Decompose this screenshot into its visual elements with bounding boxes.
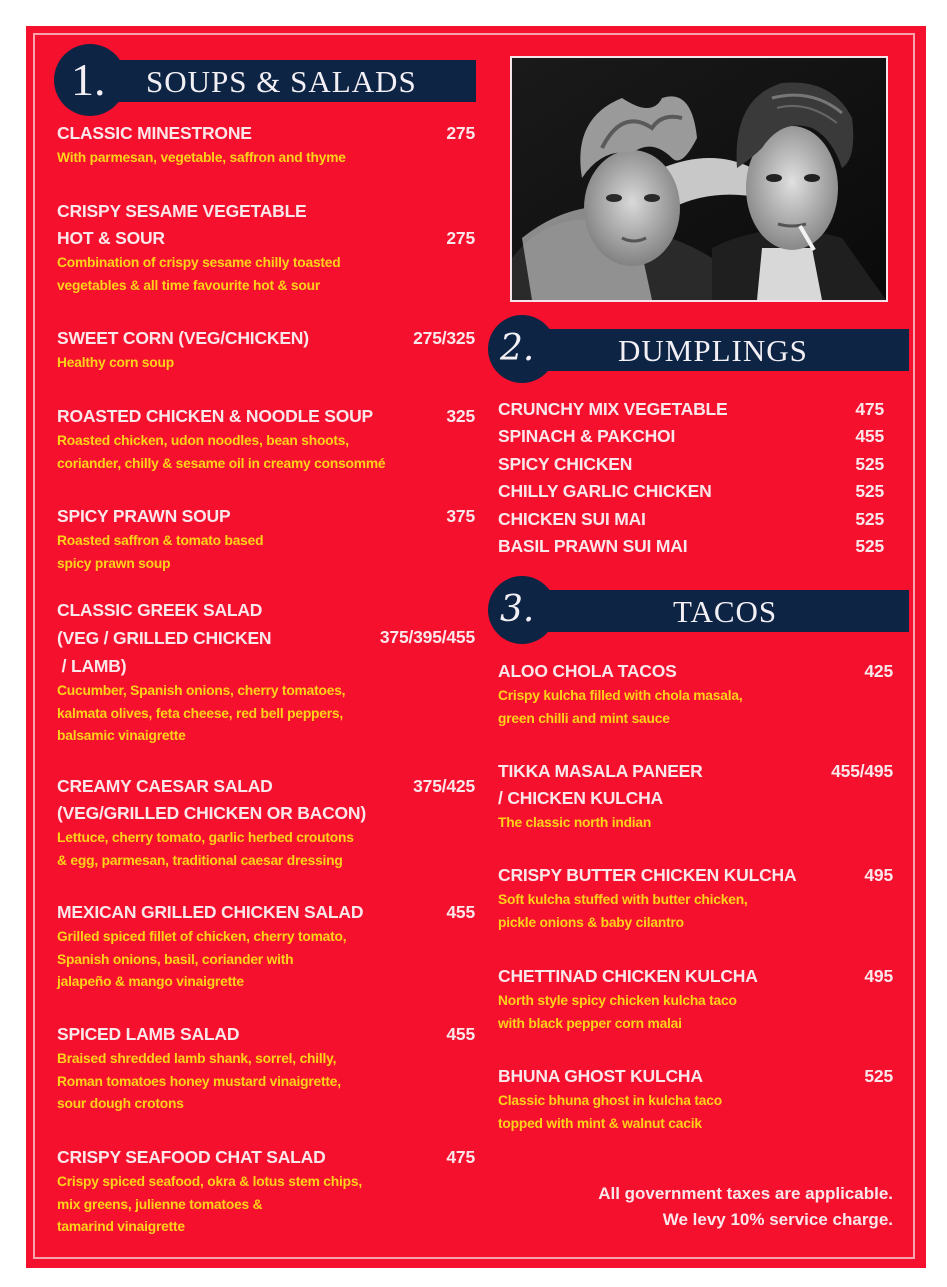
item-price: 495: [864, 966, 893, 986]
item-description: kalmata olives, feta cheese, red bell peppers,: [57, 705, 344, 721]
item-name: SWEET CORN (VEG/CHICKEN): [57, 328, 309, 348]
item-description: Crispy kulcha filled with chola masala,: [498, 688, 743, 703]
item-name: TIKKA MASALA PANEER: [498, 761, 703, 781]
menu-item: [498, 862, 893, 934]
item-name: CRISPY SESAME VEGETABLE: [57, 201, 307, 221]
item-price: 525: [864, 1066, 893, 1086]
section-title: DUMPLINGS: [618, 333, 808, 368]
item-name: CLASSIC GREEK SALAD: [57, 600, 263, 620]
item-price: 455: [855, 426, 884, 446]
menu-item: [498, 396, 884, 423]
menu-item: [57, 1144, 475, 1239]
item-name: / CHICKEN KULCHA: [498, 788, 663, 808]
item-name: CREAMY CAESAR SALAD: [57, 776, 273, 796]
item-price: 325: [446, 406, 475, 426]
item-name: CRISPY SEAFOOD CHAT SALAD: [57, 1147, 326, 1167]
item-description: Braised shredded lamb shank, sorrel, chilly,: [57, 1051, 337, 1066]
item-description: pickle onions & baby cilantro: [498, 914, 684, 930]
item-price: 525: [855, 509, 884, 529]
item-name: / LAMB): [57, 656, 127, 676]
item-description: North style spicy chicken kulcha taco: [498, 993, 737, 1008]
section-header-soups-salads: [54, 54, 476, 105]
item-description: Classic bhuna ghost in kulcha taco: [498, 1093, 722, 1108]
item-price: 525: [855, 536, 884, 556]
item-name: BHUNA GHOST KULCHA: [498, 1066, 703, 1086]
item-price: 425: [864, 661, 893, 681]
menu-item: [498, 506, 884, 533]
menu-item: [498, 423, 884, 450]
item-name: MEXICAN GRILLED CHICKEN SALAD: [57, 902, 364, 922]
item-name: CHICKEN SUI MAI: [498, 509, 646, 529]
item-description: coriander, chilly & sesame oil in creamy consommé: [57, 455, 386, 471]
item-name: ROASTED CHICKEN & NOODLE SOUP: [57, 406, 374, 426]
item-description: topped with mint & walnut cacik: [498, 1115, 702, 1131]
item-description: & egg, parmesan, traditional caesar dressing: [57, 852, 343, 868]
menu-item: [498, 533, 884, 560]
item-price: 455: [446, 902, 475, 922]
item-price: 525: [855, 481, 884, 501]
item-description: Roasted chicken, udon noodles, bean shoots,: [57, 433, 349, 448]
menu-item: [57, 596, 475, 748]
item-name: SPICY PRAWN SOUP: [57, 506, 231, 526]
item-name: SPINACH & PAKCHOI: [498, 426, 676, 446]
item-name: CHILLY GARLIC CHICKEN: [498, 481, 712, 501]
item-description: Combination of crispy sesame chilly toasted: [57, 255, 341, 270]
item-name: BASIL PRAWN SUI MAI: [498, 536, 688, 556]
item-price: 375/395/455: [379, 627, 475, 647]
item-name: SPICED LAMB SALAD: [57, 1024, 240, 1044]
item-price: 375/425: [413, 776, 475, 796]
item-price: 455/495: [831, 761, 893, 781]
item-name: CLASSIC MINESTRONE: [57, 123, 252, 143]
item-description: jalapeño & mango vinaigrette: [57, 974, 244, 989]
item-description: With parmesan, vegetable, saffron and thyme: [57, 150, 346, 165]
item-description: Roman tomatoes honey mustard vinaigrette,: [57, 1073, 341, 1089]
service-charge-line: We levy 10% service charge.: [662, 1210, 893, 1229]
item-description: spicy prawn soup: [57, 555, 171, 571]
item-name: SPICY CHICKEN: [498, 454, 633, 474]
menu-item: [57, 325, 475, 375]
item-name: CHETTINAD CHICKEN KULCHA: [498, 966, 758, 986]
item-price: 275: [446, 123, 475, 143]
menu-item: [498, 658, 893, 730]
item-description: Healthy corn soup: [57, 355, 174, 370]
menu-item: [498, 451, 884, 478]
item-description: Soft kulcha stuffed with butter chicken,: [498, 892, 748, 907]
item-description: Crispy spiced seafood, okra & lotus stem chips,: [57, 1174, 362, 1189]
item-name: (VEG / GRILLED CHICKEN: [57, 628, 272, 648]
item-description: mix greens, julienne tomatoes &: [57, 1196, 263, 1212]
item-price: 475: [855, 399, 884, 419]
item-price: 475: [446, 1147, 475, 1167]
section-header-tacos: [488, 590, 909, 632]
item-description: with black pepper corn malai: [498, 1015, 682, 1031]
item-price: 275/325: [413, 328, 475, 348]
item-name: HOT & SOUR: [57, 228, 165, 248]
menu-item: [57, 198, 475, 297]
menu-item: [57, 1021, 475, 1116]
item-name: (VEG/GRILLED CHICKEN OR BACON): [57, 803, 367, 823]
menu-item: [57, 503, 475, 575]
section-title: SOUPS & SALADS: [146, 64, 417, 99]
item-price: 275: [446, 228, 475, 248]
menu-item: [57, 899, 475, 994]
section-number: 3.: [500, 589, 535, 630]
tax-service-note: [598, 1181, 893, 1233]
item-name: CRUNCHY MIX VEGETABLE: [498, 399, 728, 419]
item-description: Grilled spiced fillet of chicken, cherry tomato,: [57, 929, 347, 944]
tax-note-line: All government taxes are applicable.: [598, 1184, 893, 1203]
photo-two-men: [510, 56, 888, 302]
item-price: 495: [864, 865, 893, 885]
item-price: 525: [855, 454, 884, 474]
section-header-dumplings: [488, 329, 909, 371]
menu-item: [498, 963, 893, 1035]
item-description: tamarind vinaigrette: [57, 1219, 185, 1234]
menu-item: [57, 403, 475, 475]
menu-item: [498, 758, 893, 835]
item-description: balsamic vinaigrette: [57, 728, 186, 743]
menu-item: [498, 1063, 893, 1135]
item-description: Cucumber, Spanish onions, cherry tomatoes,: [57, 683, 346, 698]
item-description: Spanish onions, basil, coriander with: [57, 951, 294, 967]
section-title: TACOS: [673, 594, 778, 629]
item-price: 375: [446, 506, 475, 526]
item-description: sour dough crotons: [57, 1096, 184, 1111]
menu-item: [498, 478, 884, 505]
item-price: 455: [446, 1024, 475, 1044]
item-description: green chilli and mint sauce: [498, 710, 670, 726]
item-description: Roasted saffron & tomato based: [57, 533, 264, 548]
item-description: Lettuce, cherry tomato, garlic herbed croutons: [57, 830, 354, 845]
section-number: 2.: [500, 328, 535, 369]
menu-item: [57, 120, 475, 170]
menu-item: [57, 773, 475, 872]
item-description: The classic north indian: [498, 815, 652, 830]
item-name: CRISPY BUTTER CHICKEN KULCHA: [498, 865, 797, 885]
item-description: vegetables & all time favourite hot & sour: [57, 277, 321, 293]
section-number: 1.: [71, 54, 106, 105]
item-name: ALOO CHOLA TACOS: [498, 661, 677, 681]
